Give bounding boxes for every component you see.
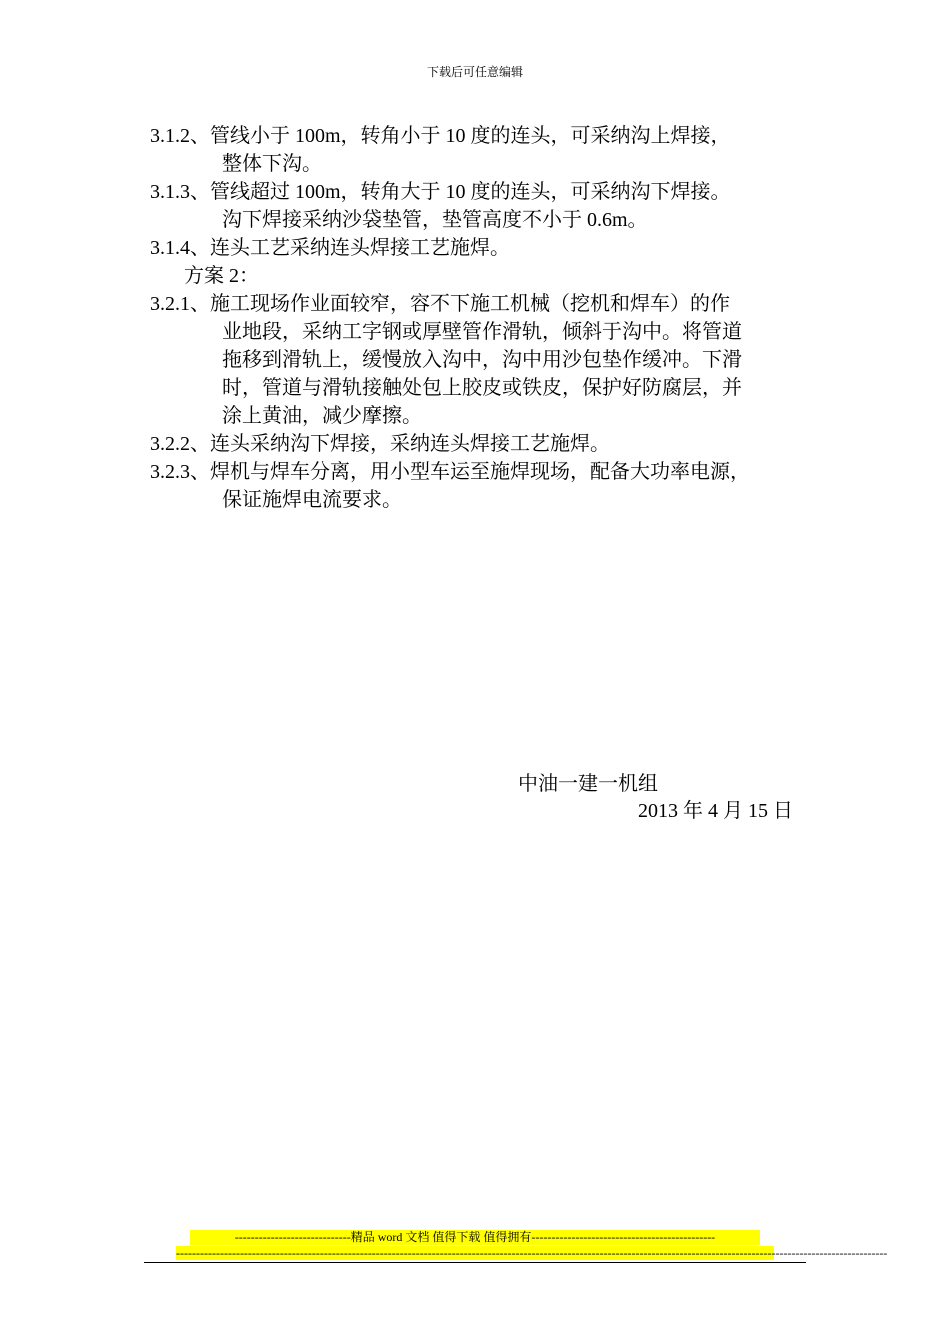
item-continuation: 时，管道与滑轨接触处包上胶皮或铁皮，保护好防腐层，并 [222,377,742,399]
item-text: 连头工艺采纳连头焊接工艺施焊。 [210,237,510,259]
list-item [150,178,830,206]
item-continuation: 拖移到滑轨上，缓慢放入沟中，沟中用沙包垫作缓冲。下滑 [222,349,742,371]
item-continuation: 保证施焊电流要求。 [222,489,402,511]
item-text: 施工现场作业面较窄，容不下施工机械（挖机和焊车）的作 [210,293,730,315]
document-body [150,122,830,514]
item-continuation: 整体下沟。 [222,153,322,175]
footer-dashes: ---------------------------------------------------------------------------------------------------------------------------------------------------------------------------------- [176,1246,888,1260]
signature-date: 2013 年 4 月 15 日 [638,800,793,822]
item-number: 3.1.3、 [150,181,210,203]
item-number: 3.1.2、 [150,125,210,147]
section-heading: 方案 2： [184,265,259,287]
footer-rule [144,1262,806,1263]
page-header-note: 下载后可任意编辑 [426,65,523,79]
item-continuation: 业地段，采纳工字钢或厚壁管作滑轨，倾斜于沟中。将管道 [222,321,742,343]
list-item [150,290,830,318]
item-continuation: 沟下焊接采纳沙袋垫管，垫管高度不小于 0.6m。 [222,209,648,231]
list-item [150,458,830,486]
item-continuation: 涂上黄油，减少摩擦。 [222,405,422,427]
item-text: 焊机与焊车分离，用小型车运至施焊现场，配备大功率电源， [210,461,750,483]
item-number: 3.2.3、 [150,461,210,483]
item-text: 管线超过 100m，转角大于 10 度的连头，可采纳沟下焊接。 [210,181,731,203]
item-number: 3.2.2、 [150,433,210,455]
item-number: 3.1.4、 [150,237,210,259]
item-text: 连头采纳沟下焊接，采纳连头焊接工艺施焊。 [210,433,610,455]
list-item [150,234,830,262]
list-item [150,430,830,458]
list-item [150,122,830,150]
item-number: 3.2.1、 [150,293,210,315]
signature-organization: 中油一建一机组 [518,773,658,795]
footer-banner: -----------------------------精品 word 文档 值得下载 值得拥有---------------------------------------------- [190,1230,760,1245]
item-text: 管线小于 100m，转角小于 10 度的连头，可采纳沟上焊接， [210,125,731,147]
